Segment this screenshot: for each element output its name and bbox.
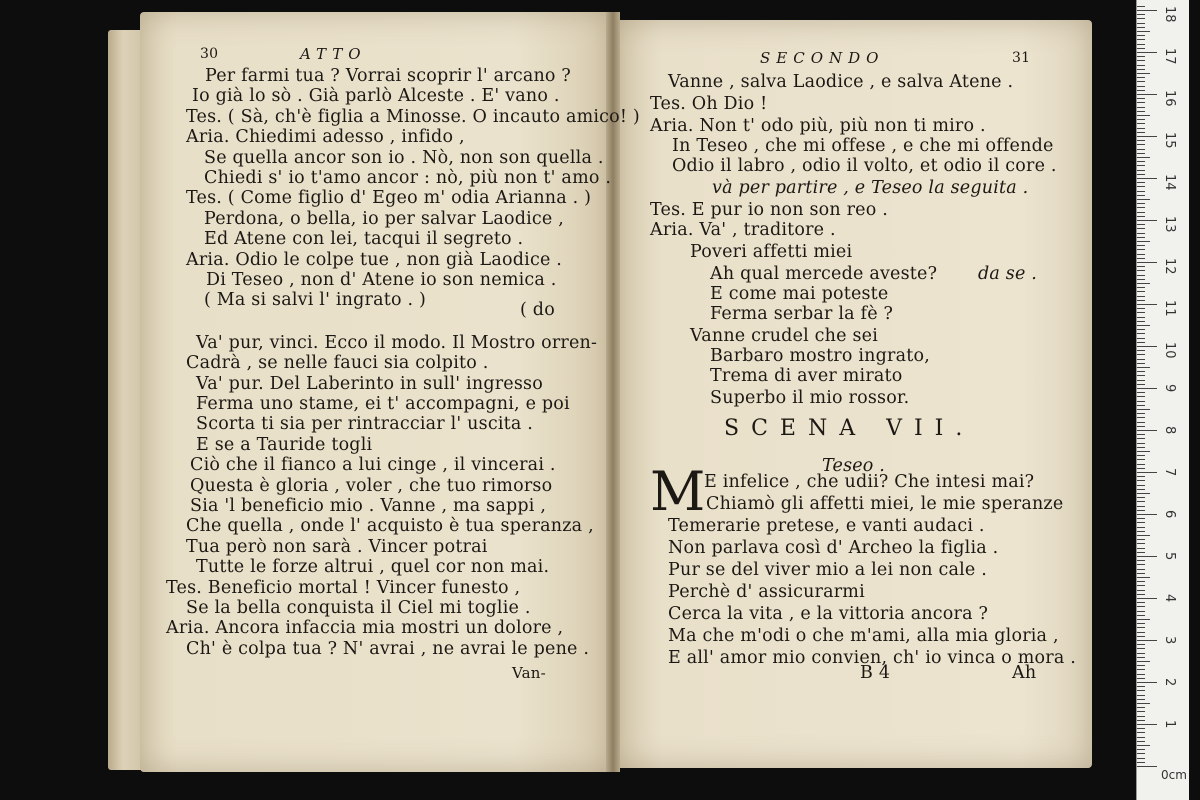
ruler-tick [1137,590,1145,591]
ruler-tick [1137,325,1150,326]
ruler-tick [1137,69,1145,70]
ruler-number: 16 [1162,90,1177,107]
ruler-tick [1137,258,1145,259]
ruler-tick [1137,480,1145,481]
ruler-number: 12 [1162,258,1177,275]
ruler-tick [1137,619,1150,620]
ruler-tick [1137,657,1145,658]
ruler-tick [1137,707,1145,708]
ruler-tick [1137,262,1157,263]
ruler-tick [1137,56,1145,57]
scene-title: SCENA VII. [724,416,975,441]
ruler-tick [1137,35,1145,36]
page-number-right: 31 [1012,50,1031,66]
ruler-tick [1137,149,1145,150]
ruler-tick [1137,123,1145,124]
ruler-tick [1137,434,1145,435]
ruler-tick [1137,636,1145,637]
ruler-tick [1137,367,1150,368]
left-text-line: E se a Tauride togli [196,434,373,455]
ruler-tick [1137,531,1145,532]
ruler-tick [1137,136,1157,137]
ruler-tick [1137,371,1145,372]
ruler-tick [1137,514,1157,515]
right-text-line: E infelice , che udii? Che intesi mai? [704,472,1035,492]
ruler-number: 2 [1162,678,1177,687]
right-text-line: Tes. Oh Dio ! [650,94,768,114]
ruler-tick [1137,174,1145,175]
ruler-tick [1137,195,1145,196]
ruler-tick [1137,241,1150,242]
ruler-tick [1137,426,1145,427]
ruler-tick [1137,430,1157,431]
ruler-tick [1137,308,1145,309]
ruler-tick [1137,581,1145,582]
ruler-tick [1137,94,1157,95]
ruler-tick [1137,77,1145,78]
ruler-tick [1137,321,1145,322]
ruler-tick [1137,333,1145,334]
ruler-tick [1137,518,1145,519]
ruler-tick [1137,275,1145,276]
running-header-left: ATTO [300,45,367,63]
ruler-tick [1137,506,1145,507]
right-text-line: Temerarie pretese, e vanti audaci . [668,516,985,536]
ruler-number: 14 [1162,174,1177,191]
catchword-right: Ah [1012,663,1037,683]
right-text-line: và per partire , e Teseo la seguita . [712,178,1029,198]
ruler-tick [1137,665,1145,666]
ruler-tick [1137,338,1145,339]
ruler-tick [1137,493,1150,494]
ruler-tick [1137,699,1145,700]
ruler-tick [1137,329,1145,330]
ruler-number: 13 [1162,216,1177,233]
ruler-tick [1137,144,1145,145]
ruler-tick [1137,674,1145,675]
ruler-tick [1137,153,1145,154]
ruler-tick [1137,552,1145,553]
ruler-tick [1137,401,1145,402]
left-text-line: Perdona, o bella, io per salvar Laodice , [204,208,565,229]
left-text-line: Che quella , onde l' acquisto è tua speranza , [186,516,594,537]
right-text-line: Cerca la vita , e la vittoria ancora ? [668,604,989,624]
ruler-tick [1137,90,1145,91]
ruler-tick [1137,644,1145,645]
drop-cap: M [650,460,706,523]
ruler-tick [1137,107,1145,108]
ruler-unit: 0cm [1161,768,1187,782]
left-text-line: Per farmi tua ? Vorrai scoprir l' arcano ? [205,66,572,86]
ruler-tick [1137,720,1145,721]
ruler-tick [1137,762,1145,763]
ruler-number: 4 [1162,594,1177,603]
ruler-tick [1137,296,1145,297]
ruler-tick [1137,573,1145,574]
right-text-line: Non parlava così d' Archeo la figlia . [668,538,999,558]
ruler-tick [1137,548,1145,549]
ruler-tick [1137,405,1145,406]
ruler-tick [1137,396,1145,397]
right-text-line: Aria. Va' , traditore . [650,220,836,240]
ruler-tick [1137,611,1145,612]
ruler-tick [1137,606,1145,607]
left-text-line: Aria. Chiedimi adesso , infido , [186,127,465,148]
ruler-tick [1137,27,1145,28]
ruler-tick [1137,602,1145,603]
ruler-tick [1137,350,1145,351]
ruler-tick [1137,115,1150,116]
right-text-line: Tes. E pur io non son reo . [650,200,888,220]
ruler-tick [1137,44,1145,45]
right-text-line: Odio il labro , odio il volto, et odio il core . [672,156,1057,176]
ruler-tick [1137,409,1150,410]
ruler-tick [1137,279,1145,280]
page-number-left: 30 [200,46,219,62]
left-text-line: Chiedi s' io t'amo ancor : nò, più non t' amo . [204,168,612,188]
ruler-tick [1137,543,1145,544]
left-text-line: Ch' è colpa tua ? N' avrai , ne avrai le pene . [186,638,590,659]
ruler-tick [1137,216,1145,217]
ruler-tick [1137,766,1157,767]
left-text-line: Se la bella conquista il Ciel mi toglie . [186,598,531,618]
ruler-tick [1137,451,1150,452]
right-text-line: Chiamò gli affetti miei, le mie speranze [706,494,1064,514]
right-text-line: da se . [978,264,1038,284]
ruler-tick [1137,170,1145,171]
measuring-ruler [1136,0,1189,800]
left-text-line: Va' pur. Del Laberinto in sull' ingresso [196,373,543,394]
ruler-tick [1137,749,1145,750]
ruler-tick [1137,648,1145,649]
ruler-tick [1137,497,1145,498]
ruler-tick [1137,615,1145,616]
ruler-tick [1137,640,1157,641]
ruler-tick [1137,653,1145,654]
right-text-line: Ferma serbar la fè ? [710,304,894,324]
ruler-tick [1137,468,1145,469]
right-text-line: Vanne , salva Laodice , e salva Atene . [668,72,1014,92]
ruler-tick [1137,212,1145,213]
catchword-left: Van- [512,664,546,682]
ruler-tick [1137,207,1145,208]
ruler-number: 1 [1162,720,1177,729]
ruler-tick [1137,711,1145,712]
ruler-tick [1137,237,1145,238]
ruler-tick [1137,98,1145,99]
ruler-tick [1137,375,1145,376]
running-header-right: SECONDO [760,49,885,67]
ruler-tick [1137,165,1145,166]
ruler-number: 5 [1162,552,1177,561]
ruler-tick [1137,102,1145,103]
ruler-tick [1137,539,1145,540]
ruler-tick [1137,354,1145,355]
ruler-tick [1137,585,1145,586]
ruler-number: 10 [1162,342,1177,359]
right-text-line: Superbo il mio rossor. [710,388,910,408]
ruler-tick [1137,52,1157,53]
left-text-line: Se quella ancor son io . Nò, non son quella . [204,147,604,168]
ruler-tick [1137,737,1145,738]
ruler-number: 3 [1162,636,1177,645]
ruler-tick [1137,233,1145,234]
ruler-tick [1137,716,1145,717]
right-text-line: Poveri affetti miei [690,242,853,262]
ruler-tick [1137,266,1145,267]
ruler-tick [1137,758,1145,759]
ruler-tick [1137,598,1157,599]
ruler-tick [1137,86,1145,87]
right-text-line: E come mai poteste [710,284,889,304]
ruler-tick [1137,342,1145,343]
ruler-tick [1137,81,1145,82]
ruler-tick [1137,443,1145,444]
ruler-tick [1137,224,1145,225]
left-text-line: Questa è gloria , voler , che tuo rimorso [190,475,553,496]
ruler-tick [1137,510,1145,511]
ruler-tick [1137,111,1145,112]
ruler-tick [1137,304,1157,305]
ruler-number: 6 [1162,510,1177,519]
ruler-tick [1137,485,1145,486]
ruler-tick [1137,501,1145,502]
ruler-tick [1137,287,1145,288]
ruler-tick [1137,270,1145,271]
ruler-tick [1137,388,1157,389]
character-name: Teseo . [822,456,886,476]
ruler-tick [1137,569,1145,570]
left-text-line: Ferma uno stame, ei t' accompagni, e poi [196,394,570,414]
ruler-tick [1137,228,1145,229]
ruler-tick [1137,682,1157,683]
ruler-tick [1137,392,1145,393]
ruler-tick [1137,23,1145,24]
left-text-line: ( do [520,300,555,321]
ruler-tick [1137,472,1157,473]
ruler-tick [1137,161,1145,162]
ruler-tick [1137,199,1150,200]
left-text-line: Sia 'l beneficio mio . Vanne , ma sappi , [190,496,547,516]
ruler-number: 7 [1162,468,1177,477]
ruler-tick [1137,686,1145,687]
ruler-tick [1137,459,1145,460]
right-text-line: Pur se del viver mio a lei non cale . [668,560,987,580]
ruler-tick [1137,312,1145,313]
left-text-line: Aria. Ancora infaccia mia mostri un dolore , [166,618,564,639]
ruler-tick [1137,741,1145,742]
ruler-tick [1137,745,1150,746]
ruler-tick [1137,359,1145,360]
right-text-line: Vanne crudel che sei [690,326,879,346]
left-text-line: Tes. ( Come figlio d' Egeo m' odia Arianna . ) [186,188,592,209]
ruler-tick [1137,178,1157,179]
ruler-number: 8 [1162,426,1177,435]
right-text-line: Trema di aver mirato [710,366,903,386]
ruler-tick [1137,380,1145,381]
ruler-tick [1137,128,1145,129]
left-text-line: Tutte le forze altrui , quel cor non mai. [196,557,550,578]
ruler-tick [1137,300,1145,301]
ruler-tick [1137,594,1145,595]
ruler-tick [1137,384,1145,385]
ruler-tick [1137,661,1150,662]
ruler-tick [1137,317,1145,318]
ruler-number: 18 [1162,6,1177,23]
ruler-tick [1137,39,1145,40]
left-text-line: Cadrà , se nelle fauci sia colpito . [186,353,489,374]
ruler-tick [1137,678,1145,679]
left-text-line: Ed Atene con lei, tacqui il segreto . [204,229,524,250]
ruler-tick [1137,140,1145,141]
ruler-tick [1137,728,1145,729]
ruler-tick [1137,346,1157,347]
ruler-tick [1137,703,1150,704]
ruler-tick [1137,556,1157,557]
ruler-tick [1137,10,1157,11]
ruler-tick [1137,455,1145,456]
ruler-tick [1137,203,1145,204]
ruler-tick [1137,447,1145,448]
ruler-tick [1137,18,1145,19]
ruler-tick [1137,535,1150,536]
right-text-line: Perchè d' assicurarmi [668,582,865,602]
signature-mark: B 4 [860,663,891,683]
ruler-tick [1137,623,1145,624]
ruler-tick [1137,119,1145,120]
ruler-tick [1137,254,1145,255]
ruler-tick [1137,132,1145,133]
ruler-tick [1137,527,1145,528]
ruler-tick [1137,6,1145,7]
ruler-tick [1137,291,1145,292]
ruler-tick [1137,157,1150,158]
ruler-tick [1137,690,1145,691]
ruler-tick [1137,60,1145,61]
ruler-tick [1137,632,1145,633]
ruler-tick [1137,753,1145,754]
ruler-tick [1137,283,1150,284]
ruler-tick [1137,73,1150,74]
left-text-line: ( Ma si salvi l' ingrato . ) [204,290,427,311]
left-text-line: Ciò che il fianco a lui cinge , il vincerai . [190,455,556,476]
ruler-tick [1137,65,1145,66]
left-text-line: Tes. Beneficio mortal ! Vincer funesto , [166,577,521,598]
ruler-tick [1137,695,1145,696]
right-text-line: Ma che m'odi o che m'ami, alla mia gloria , [668,626,1059,646]
ruler-tick [1137,186,1145,187]
right-text-line: E all' amor mio convien, ch' io vinca o mora . [668,648,1077,668]
ruler-tick [1137,732,1145,733]
left-text-line: Tes. ( Sà, ch'è figlia a Minosse. O incauto amico! ) [186,106,640,127]
right-text-line: Barbaro mostro ingrato, [710,346,930,366]
right-text-line: Aria. Non t' odo più, più non ti miro . [650,116,986,136]
ruler-tick [1137,245,1145,246]
ruler-tick [1137,489,1145,490]
ruler-tick [1137,438,1145,439]
left-text-line: Di Teseo , non d' Atene io son nemica . [206,270,557,290]
ruler-tick [1137,191,1145,192]
ruler-tick [1137,464,1145,465]
ruler-tick [1137,577,1150,578]
ruler-tick [1137,220,1157,221]
ruler-tick [1137,564,1145,565]
ruler-number: 15 [1162,132,1177,149]
left-text-line: Scorta ti sia per rintracciar l' uscita . [196,414,534,435]
ruler-tick [1137,417,1145,418]
ruler-tick [1137,363,1145,364]
ruler-tick [1137,413,1145,414]
ruler-tick [1137,724,1157,725]
left-text-line: Tua però non sarà . Vincer potrai [186,536,488,557]
ruler-tick [1137,48,1145,49]
ruler-tick [1137,182,1145,183]
ruler-tick [1137,249,1145,250]
right-text-line: Ah qual mercede aveste? [710,264,938,284]
ruler-number: 11 [1162,300,1177,317]
left-text-line: Io già lo sò . Già parlò Alceste . E' vano . [192,86,560,107]
ruler-tick [1137,31,1150,32]
ruler-tick [1137,422,1145,423]
ruler-tick [1137,14,1145,15]
ruler-tick [1137,522,1145,523]
ruler-tick [1137,627,1145,628]
ruler-number: 17 [1162,48,1177,65]
ruler-tick [1137,669,1145,670]
left-text-line: Aria. Odio le colpe tue , non già Laodice . [186,249,563,270]
ruler-tick [1137,560,1145,561]
ruler-number: 9 [1162,384,1177,393]
ruler-tick [1137,476,1145,477]
left-text-line: Va' pur, vinci. Ecco il modo. Il Mostro orren- [196,332,598,353]
right-text-line: In Teseo , che mi offese , e che mi offende [672,136,1054,156]
